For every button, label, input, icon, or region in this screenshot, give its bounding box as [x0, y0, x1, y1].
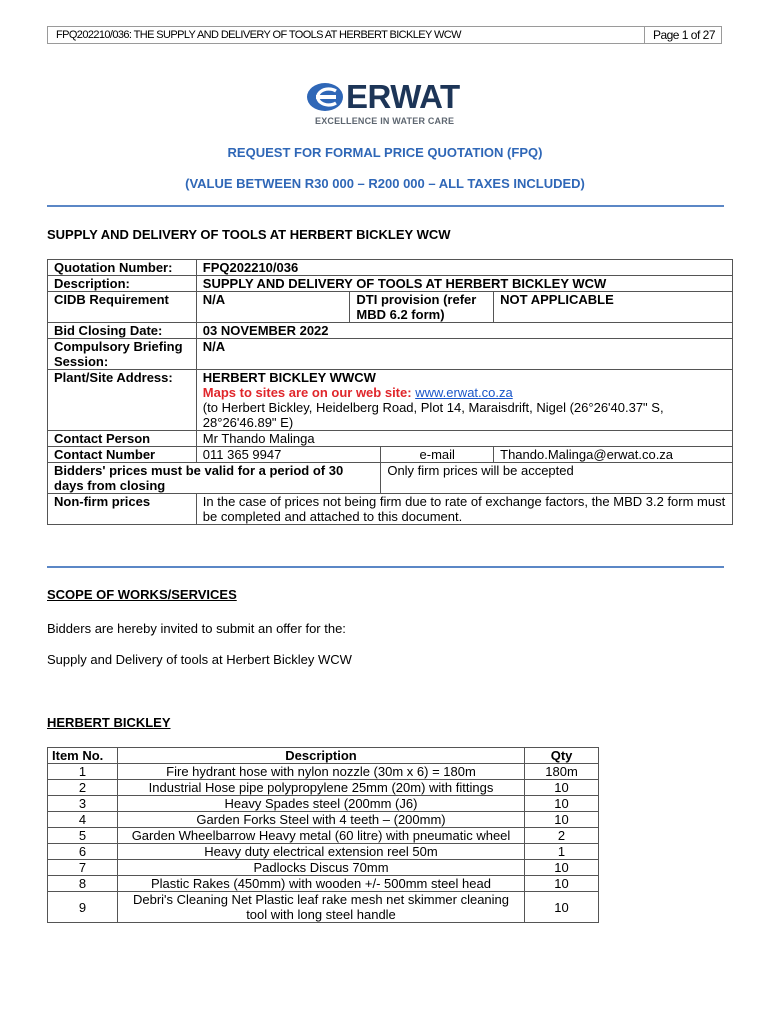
- table-row: [48, 276, 733, 292]
- cidb-label: CIDB Requirement: [48, 292, 197, 323]
- item-number: 3: [48, 796, 118, 812]
- value-heading: (VALUE BETWEEN R30 000 – R200 000 – ALL TAXES INCLUDED): [185, 176, 585, 191]
- item-qty: 180m: [525, 764, 599, 780]
- divider: [47, 566, 724, 568]
- cidb-value: N/A: [196, 292, 350, 323]
- item-number: 7: [48, 860, 118, 876]
- table-row: [48, 292, 733, 323]
- table-row: [48, 370, 733, 431]
- item-number: 8: [48, 876, 118, 892]
- table-row: [48, 447, 733, 463]
- table-row: [48, 260, 733, 276]
- item-qty: 10: [525, 796, 599, 812]
- quotation-info-table: [47, 259, 733, 525]
- item-description: Garden Forks Steel with 4 teeth – (200mm): [117, 812, 524, 828]
- item-description: Heavy Spades steel (200mm (J6): [117, 796, 524, 812]
- item-number: 9: [48, 892, 118, 923]
- site-heading: HERBERT BICKLEY: [47, 715, 171, 730]
- dti-value: NOT APPLICABLE: [494, 292, 733, 323]
- col-description: Description: [117, 748, 524, 764]
- item-description: Fire hydrant hose with nylon nozzle (30m x 6) = 180m: [117, 764, 524, 780]
- price-validity-value: Only firm prices will be accepted: [381, 463, 733, 494]
- item-qty: 2: [525, 828, 599, 844]
- table-row: [48, 431, 733, 447]
- table-row: [48, 463, 733, 494]
- item-qty: 10: [525, 892, 599, 923]
- item-description: Industrial Hose pipe polypropylene 25mm (20m) with fittings: [117, 780, 524, 796]
- briefing-label: Compulsory Briefing Session:: [48, 339, 197, 370]
- maps-note: Maps to sites are on our web site:: [202, 385, 416, 400]
- item-number: 6: [48, 844, 118, 860]
- nonfirm-value: In the case of prices not being firm due to rate of exchange factors, the MBD 3.2 form must be completed and attached to this document.: [196, 494, 732, 525]
- table-row: [48, 494, 733, 525]
- header-title: FPQ202210/036: THE SUPPLY AND DELIVERY OF TOOLS AT HERBERT BICKLEY WCW: [56, 29, 461, 41]
- page-number: Page 1 of 27: [644, 27, 715, 44]
- scope-line: Supply and Delivery of tools at Herbert Bickley WCW: [47, 652, 352, 667]
- price-validity-label: Bidders' prices must be valid for a period of 30 days from closing: [48, 463, 381, 494]
- dti-label: DTI provision (refer MBD 6.2 form): [350, 292, 494, 323]
- col-qty: Qty: [525, 748, 599, 764]
- table-row: [48, 323, 733, 339]
- table-row: [48, 860, 599, 876]
- contact-number-label: Contact Number: [48, 447, 197, 463]
- closing-date-label: Bid Closing Date:: [48, 323, 197, 339]
- logo-wordmark: ERWAT: [346, 78, 460, 115]
- table-row: [48, 780, 599, 796]
- table-row: [48, 812, 599, 828]
- section-title: SUPPLY AND DELIVERY OF TOOLS AT HERBERT BICKLEY WCW: [47, 227, 451, 242]
- erwat-logo-mark-icon: [306, 82, 346, 112]
- item-qty: 10: [525, 860, 599, 876]
- items-table: [47, 747, 599, 923]
- site-address-label: Plant/Site Address:: [48, 370, 197, 431]
- erwat-logo: [306, 80, 466, 130]
- email-label: e-mail: [381, 447, 494, 463]
- table-row: [48, 339, 733, 370]
- item-description: Padlocks Discus 70mm: [117, 860, 524, 876]
- table-row: [48, 892, 599, 923]
- item-qty: 10: [525, 876, 599, 892]
- nonfirm-label: Non-firm prices: [48, 494, 197, 525]
- table-header-row: [48, 748, 599, 764]
- col-item-no: Item No.: [48, 748, 118, 764]
- site-name: HERBERT BICKLEY WWCW: [202, 370, 376, 385]
- page-header: [47, 26, 722, 44]
- table-row: [48, 796, 599, 812]
- item-number: 4: [48, 812, 118, 828]
- quotation-number-value: FPQ202210/036: [196, 260, 732, 276]
- closing-date-value: 03 NOVEMBER 2022: [196, 323, 732, 339]
- description-value: SUPPLY AND DELIVERY OF TOOLS AT HERBERT BICKLEY WCW: [196, 276, 732, 292]
- contact-person-label: Contact Person: [48, 431, 197, 447]
- table-row: [48, 828, 599, 844]
- email-value: Thando.Malinga@erwat.co.za: [494, 447, 733, 463]
- rfq-heading: REQUEST FOR FORMAL PRICE QUOTATION (FPQ): [227, 145, 543, 160]
- item-description: Garden Wheelbarrow Heavy metal (60 litre) with pneumatic wheel: [117, 828, 524, 844]
- item-qty: 10: [525, 780, 599, 796]
- briefing-value: N/A: [196, 339, 732, 370]
- item-description: Plastic Rakes (450mm) with wooden +/- 500mm steel head: [117, 876, 524, 892]
- site-address: (to Herbert Bickley, Heidelberg Road, Plot 14, Maraisdrift, Nigel (26°26'40.37" S, 28°26'46.89" E): [202, 400, 664, 430]
- item-qty: 10: [525, 812, 599, 828]
- scope-heading: SCOPE OF WORKS/SERVICES: [47, 587, 237, 602]
- erwat-website-link[interactable]: www.erwat.co.za: [415, 385, 513, 400]
- item-qty: 1: [525, 844, 599, 860]
- quotation-number-label: Quotation Number:: [48, 260, 197, 276]
- table-row: [48, 844, 599, 860]
- contact-person-value: Mr Thando Malinga: [196, 431, 732, 447]
- scope-intro: Bidders are hereby invited to submit an offer for the:: [47, 621, 346, 636]
- item-description: Debri's Cleaning Net Plastic leaf rake mesh net skimmer cleaning tool with long steel handle: [117, 892, 524, 923]
- item-number: 5: [48, 828, 118, 844]
- site-address-cell: [196, 370, 732, 431]
- table-row: [48, 764, 599, 780]
- divider: [47, 205, 724, 207]
- item-number: 1: [48, 764, 118, 780]
- item-description: Heavy duty electrical extension reel 50m: [117, 844, 524, 860]
- table-row: [48, 876, 599, 892]
- description-label: Description:: [48, 276, 197, 292]
- contact-number-value: 011 365 9947: [196, 447, 381, 463]
- item-number: 2: [48, 780, 118, 796]
- logo-tagline: EXCELLENCE IN WATER CARE: [315, 116, 455, 126]
